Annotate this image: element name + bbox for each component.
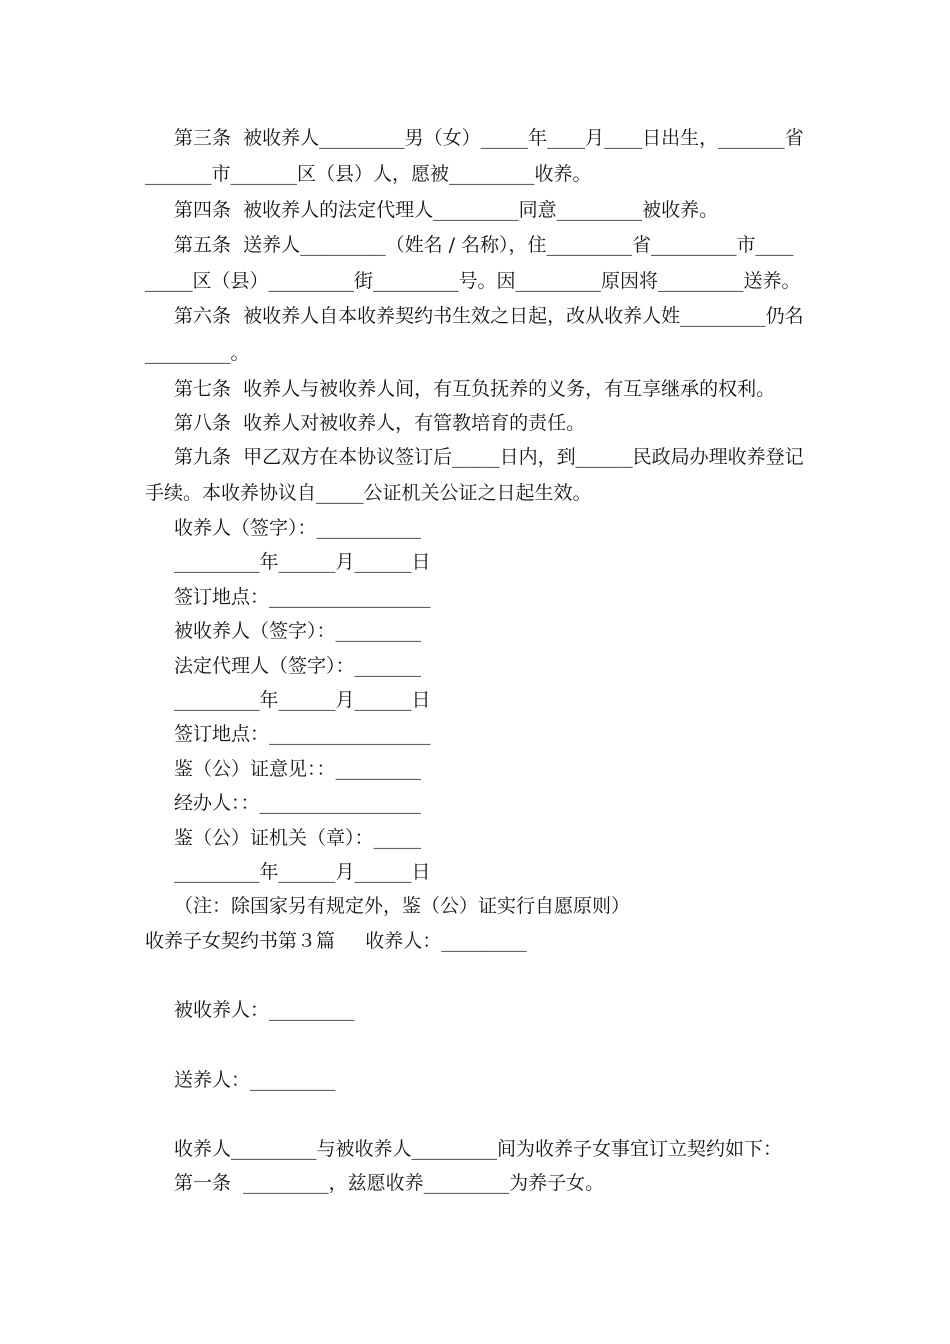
part-3-sender-line: 送养人：_________ xyxy=(174,1069,336,1091)
article-5-line-1: 第五条 送养人_________（姓名 / 名称），住_________省_________市____ xyxy=(174,234,794,256)
handler-line: 经办人：：_________________ xyxy=(174,792,422,814)
notary-office-line: 鉴（公）证机关（章）：_____ xyxy=(174,827,422,849)
adopter-signature-line: 收养人（签字）：___________ xyxy=(174,517,422,539)
article-4: 第四条 被收养人的法定代理人_________同意_________被收养。 xyxy=(174,199,719,221)
article-9-line-1: 第九条 甲乙双方在本协议签订后_____日内，到______民政局办理收养登记 xyxy=(174,446,804,468)
article-3-line-1: 第三条 被收养人_________男（女）_____年____月____日出生，_______省 xyxy=(174,127,804,149)
part-3-adoptee-line: 被收养人：_________ xyxy=(174,999,355,1021)
date-line-2: _________年______月______日 xyxy=(174,689,431,711)
part-3-intro: 收养人_________与被收养人_________间为收养子女事宜订立契约如下： xyxy=(174,1138,783,1160)
date-line-3: _________年______月______日 xyxy=(174,861,431,883)
article-9-line-2: 手续。本收养协议自_____公证机关公证之日起生效。 xyxy=(145,482,592,504)
article-6-line-1: 第六条 被收养人自本收养契约书生效之日起，改从收养人姓_________仍名 xyxy=(174,305,804,327)
article-8: 第八条 收养人对被收养人，有管教培育的责任。 xyxy=(174,412,586,434)
notary-opinion-line: 鉴（公）证意见：：_________ xyxy=(174,758,422,780)
article-7: 第七条 收养人与被收养人间，有互负抚养的义务，有互享继承的权利。 xyxy=(174,378,776,400)
article-6-line-2: _________。 xyxy=(145,342,250,364)
guardian-signature-line: 法定代理人（签字）：_______ xyxy=(174,655,422,677)
article-5-line-2: _____区（县）_________街_________号。因_________原因将_________送养。 xyxy=(145,270,801,292)
voluntary-note: （注：除国家另有规定外，鉴（公）证实行自愿原则） xyxy=(174,895,631,917)
part-3-heading: 收养子女契约书第３篇 收养人：_________ xyxy=(145,930,527,952)
date-line-1: _________年______月______日 xyxy=(174,551,431,573)
signing-place-line-1: 签订地点：_________________ xyxy=(174,586,431,608)
article-3-line-2: _______市_______区（县）人，愿被_________收养。 xyxy=(145,163,592,185)
signing-place-line-2: 签订地点：_________________ xyxy=(174,723,431,745)
adoptee-signature-line: 被收养人（签字）：_________ xyxy=(174,620,422,642)
part-3-article-1: 第一条 _________，兹愿收养_________为养子女。 xyxy=(174,1172,605,1194)
